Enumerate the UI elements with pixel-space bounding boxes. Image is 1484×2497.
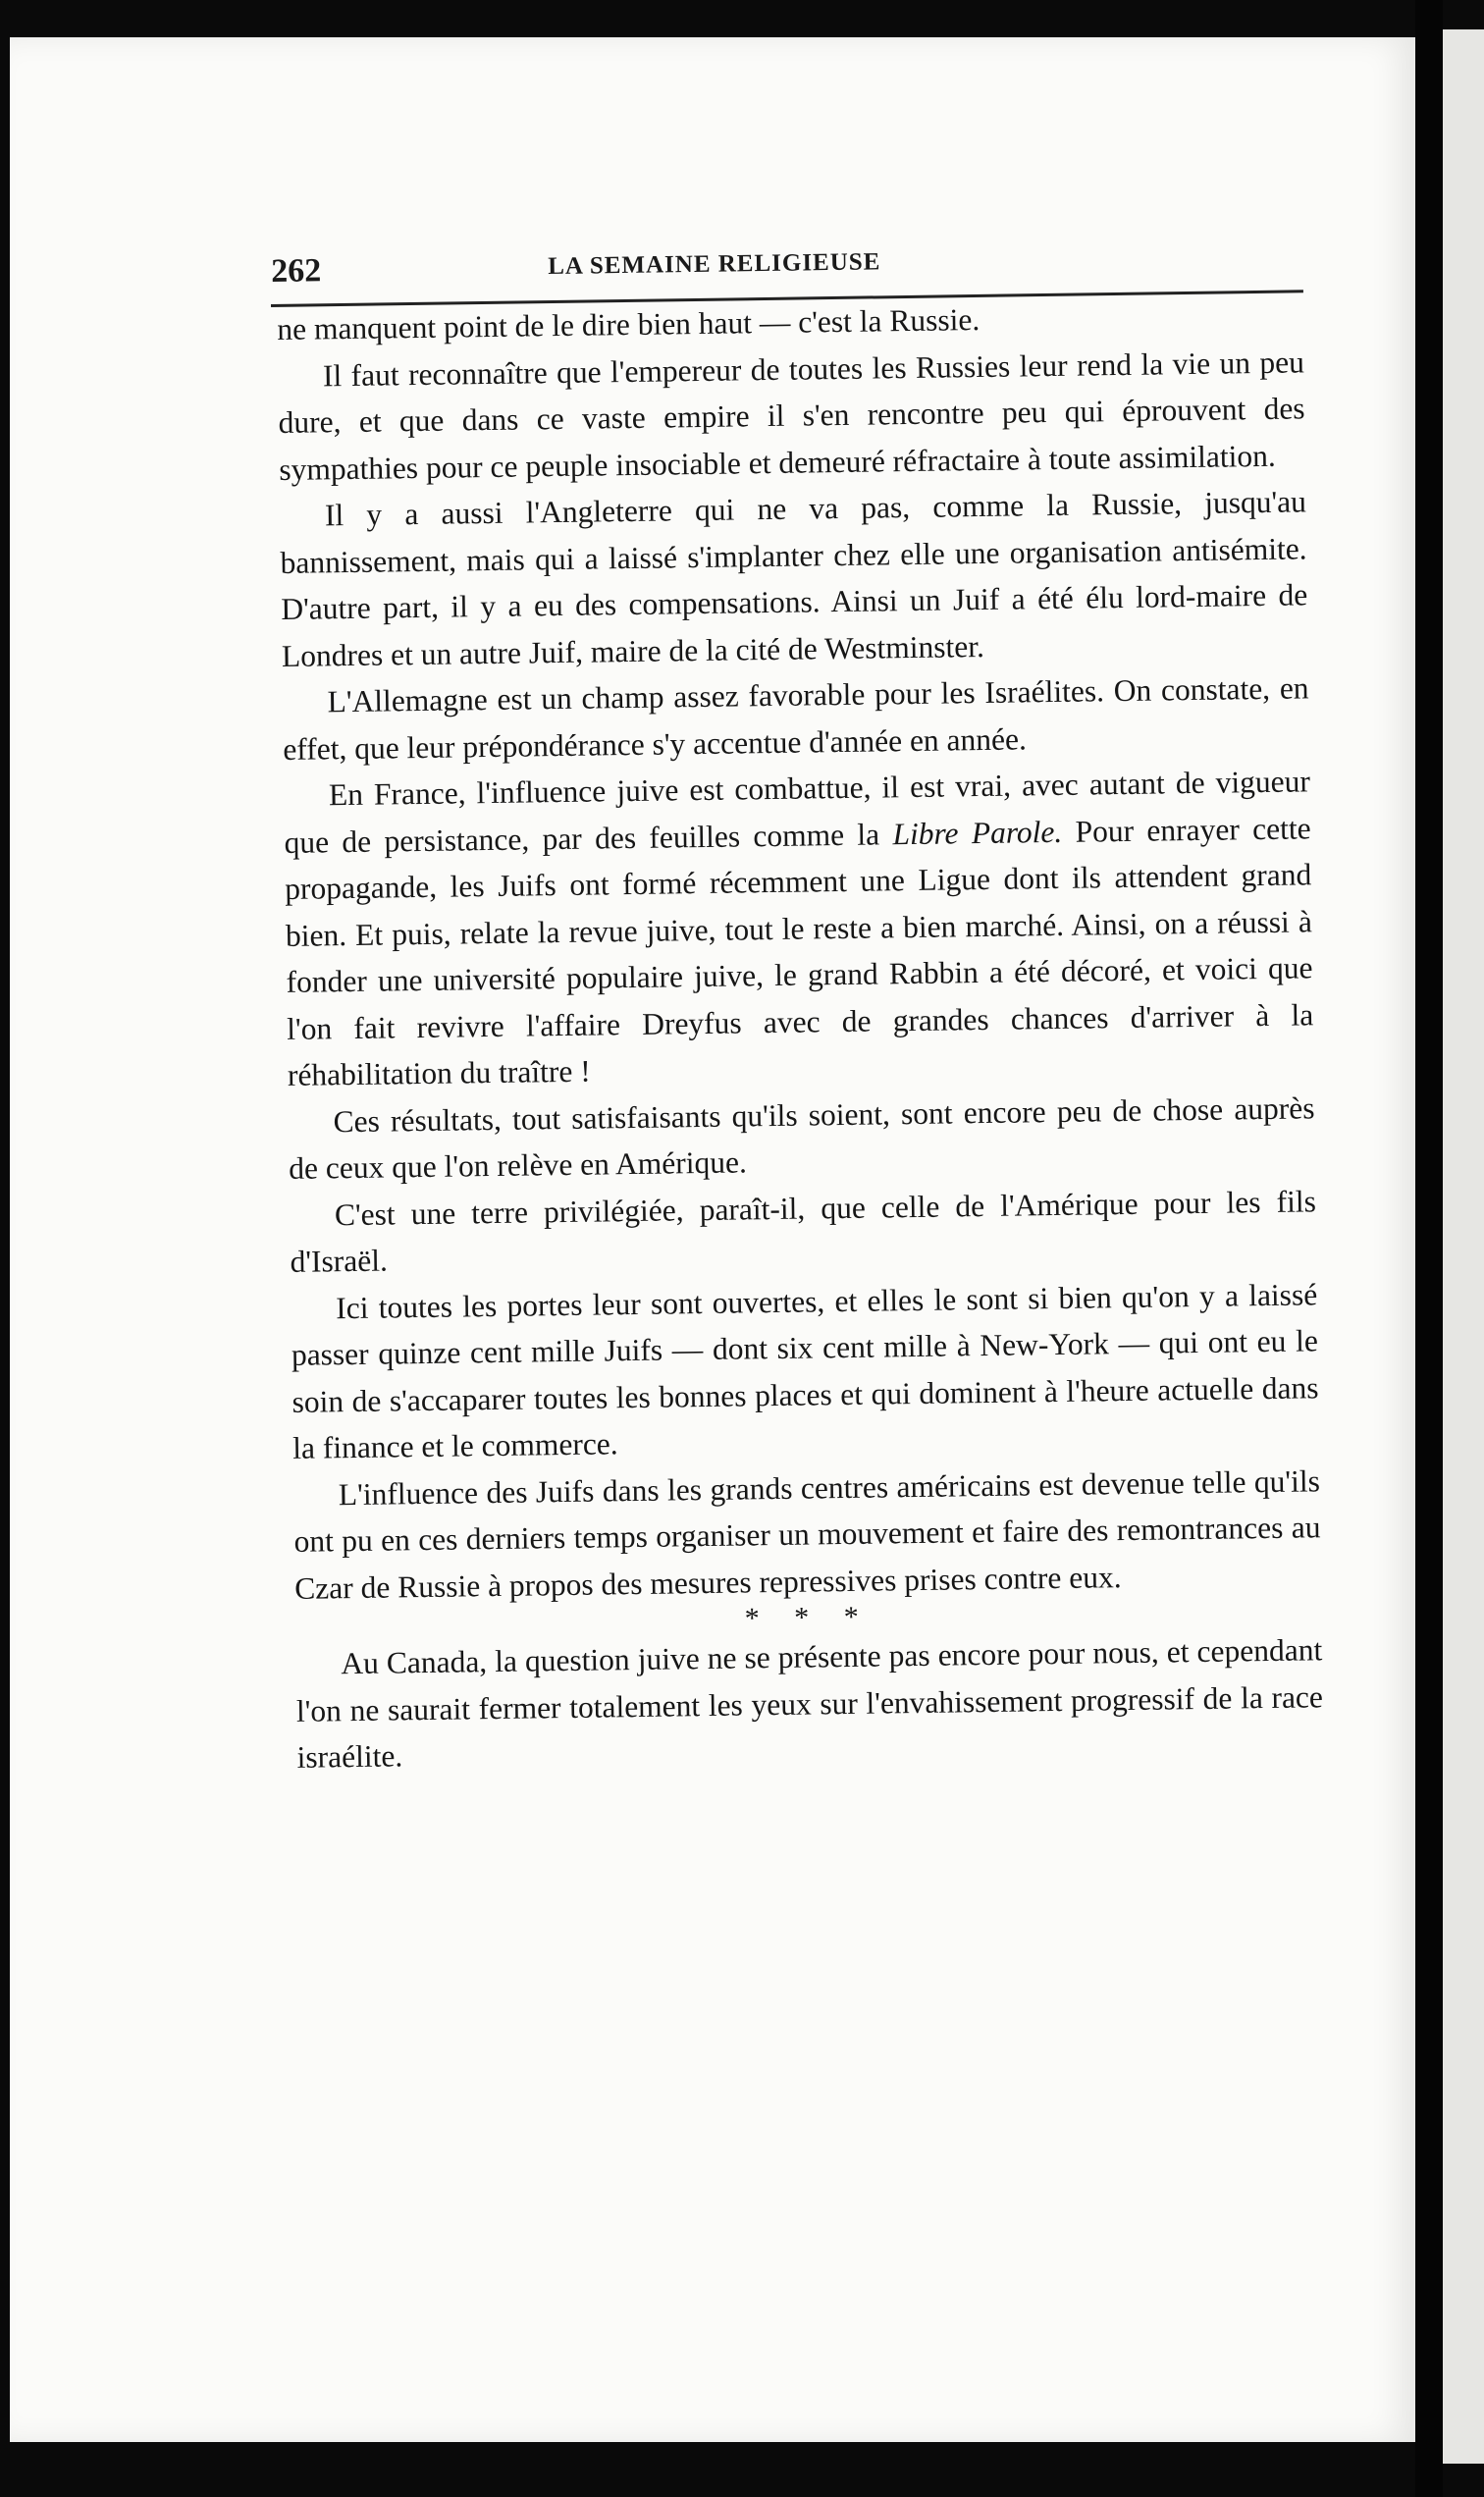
paragraph-france-text-1: En France, l'influence juive est combattue, il est vrai, avec autant de vigueur que de persistance, par des feuilles comme la bbox=[284, 764, 1311, 860]
newspaper-title: Libre Parole. bbox=[892, 814, 1063, 851]
section-separator: * * * bbox=[744, 1600, 873, 1635]
paragraph-america: C'est une terre privilégiée, paraît-il, que celle de l'Amérique pour les fils d'Israël. bbox=[290, 1183, 1317, 1279]
paragraph-influence: L'influence des Juifs dans les grands centres américains est devenue telle qu'ils ont pu en ces derniers temps organiser un mouvement et faire des remontrances au Czar de Russie à propos des mesures repressives prises contre eux. bbox=[293, 1462, 1321, 1606]
paragraph-france bbox=[284, 758, 1315, 1098]
page-number: 262 bbox=[271, 252, 322, 290]
article-body bbox=[277, 292, 1324, 1780]
paragraph-russia: Il faut reconnaître que l'empereur de toutes les Russies leur rend la vie un peu dure, et que dans ce vaste empire il s'en rencontre peu qui éprouvent des sympathies pour ce peuple insociable et demeuré réfractaire à toute assimilation. bbox=[278, 344, 1305, 487]
page-gutter bbox=[1415, 0, 1443, 2497]
paragraph-germany: L'Allemagne est un champ assez favorable pour les Israélites. On constate, en effet, que leur prépondérance s'y accentue d'année en année. bbox=[283, 670, 1309, 767]
paragraph-england: Il y a aussi l'Angleterre qui ne va pas, comme la Russie, jusqu'au bannissement, mais qui a laissé s'implanter chez elle une organisation antisémite. D'autre part, il y a eu des compensations. Ainsi un Juif a été élu lord-maire de Londres et un autre Juif, maire de la cité de Westminster. bbox=[280, 484, 1308, 673]
facing-page-edge bbox=[1443, 29, 1484, 2464]
paragraph-canada: Au Canada, la question juive ne se présente pas encore pour nous, et cependant l'on ne saurait fermer totalement les yeux sur l'envahissement progressif de la race israélite. bbox=[295, 1632, 1324, 1775]
paragraph-continuation: ne manquent point de le dire bien haut — c'est la Russie. bbox=[277, 302, 980, 346]
paragraph-open-doors: Ici toutes les portes leur sont ouvertes, et elles le sont si bien qu'on y a laissé passer quinze cent mille Juifs — dont six cent mille à New-York — qui ont eu le soin de s'accaparer toutes les bonnes places et qui dominent à l'heure actuelle dans la finance et le commerce. bbox=[291, 1276, 1319, 1465]
paragraph-france-text-2: Pour enrayer cette propagande, les Juifs ont formé récemment une Ligue dont ils attendent grand bien. Et puis, relate la revue juive, tout le reste a bien marché. Ainsi, on a réussi à fonder une université populaire juive, le grand Rabbin a été décoré, et voici que l'on fait revivre l'affaire Dreyfus avec de grandes chances d'arriver à la réhabilitation du traître ! bbox=[285, 810, 1314, 1092]
paragraph-results: Ces résultats, tout satisfaisants qu'ils soient, sont encore peu de chose auprès de ceux que l'on relève en Amérique. bbox=[289, 1089, 1315, 1186]
running-head: LA SEMAINE RELIGIEUSE bbox=[548, 248, 881, 281]
